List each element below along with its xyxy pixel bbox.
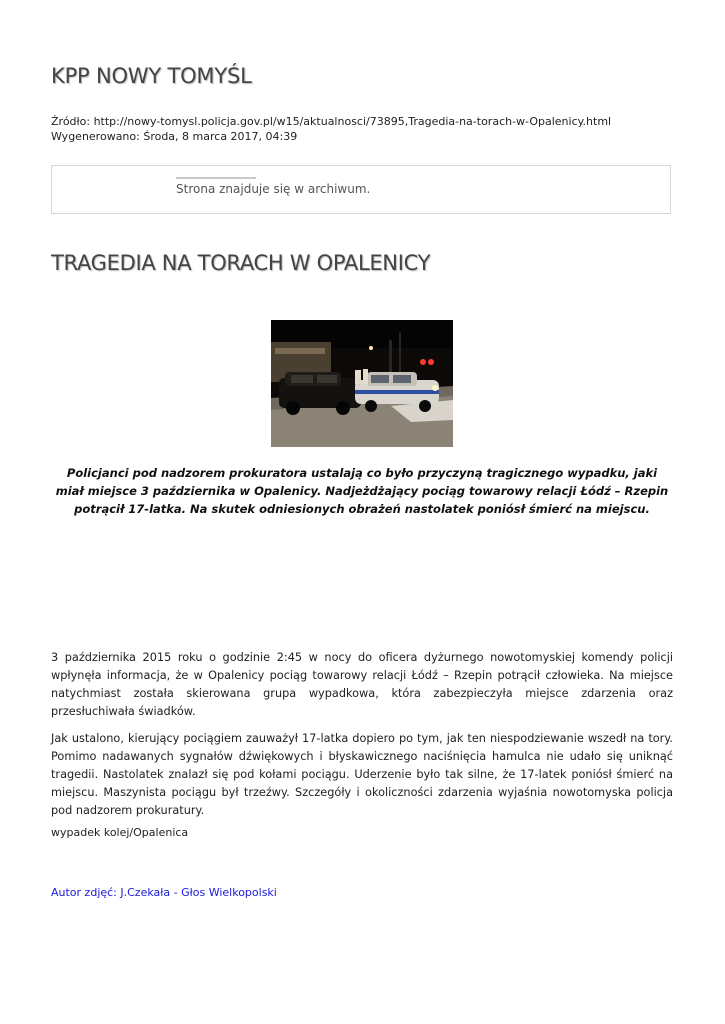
- article-tags: wypadek kolej/Opalenica: [51, 826, 189, 839]
- article-body: [51, 649, 673, 829]
- site-title: KPP NOWY TOMYŚL: [51, 64, 252, 88]
- archive-notice-box: [51, 165, 671, 214]
- archive-notice-divider: [176, 177, 256, 179]
- generated-date: Wygenerowano: Środa, 8 marca 2017, 04:39: [51, 130, 298, 143]
- article-paragraph: Jak ustalono, kierujący pociągiem zauważył 17-latka dopiero po tym, jak ten niespodziewanie wszedł na tory. Pomimo nadawanych sygnałów dźwiękowych i błyskawicznego naciśnięcia hamulca nie udało się uniknąć tragedii. Nastolatek znalazł się pod kołami pociągu. Uderzenie było tak silne, że 17-latek poniósł śmierć na miejscu. Maszynista pociągu był trzeźwy. Szczegóły i okoliczności zdarzenia wyjaśnia nowotomyska policja pod nadzorem prokuratury.: [51, 732, 673, 817]
- document-meta: [51, 114, 611, 144]
- article-lead: Policjanci pod nadzorem prokuratora ustalają co było przyczyną tragicznego wypadku, jaki miał miejsce 3 października w Opalenicy. Nadjeżdżający pociąg towarowy relacji Łódź – Rzepin potrącił 17-latka. Na skutek odniesionych obrażeń nastolatek poniósł śmierć na miejscu.: [55, 466, 669, 516]
- article-title: TRAGEDIA NA TORACH W OPALENICY: [51, 251, 431, 275]
- photo-credit-link[interactable]: Autor zdjęć: J.Czekała - Głos Wielkopolski: [51, 886, 277, 899]
- archive-notice-text: Strona znajduje się w archiwum.: [176, 182, 371, 196]
- source-url: Źródło: http://nowy-tomysl.policja.gov.pl/w15/aktualnosci/73895,Tragedia-na-torach-w-Opalenicy.html: [51, 115, 612, 128]
- article-photo: [271, 320, 453, 447]
- article-paragraph: 3 października 2015 roku o godzinie 2:45 w nocy do oficera dyżurnego nowotomyskiej komendy policji wpłynęła informacja, że w Opalenicy pociąg towarowy relacji Łódź – Rzepin potrącił człowieka. Na miejsce natychmiast została skierowana grupa wypadkowa, która zabezpieczyła miejsce zdarzenia oraz przesłuchiwała świadków.: [51, 651, 673, 718]
